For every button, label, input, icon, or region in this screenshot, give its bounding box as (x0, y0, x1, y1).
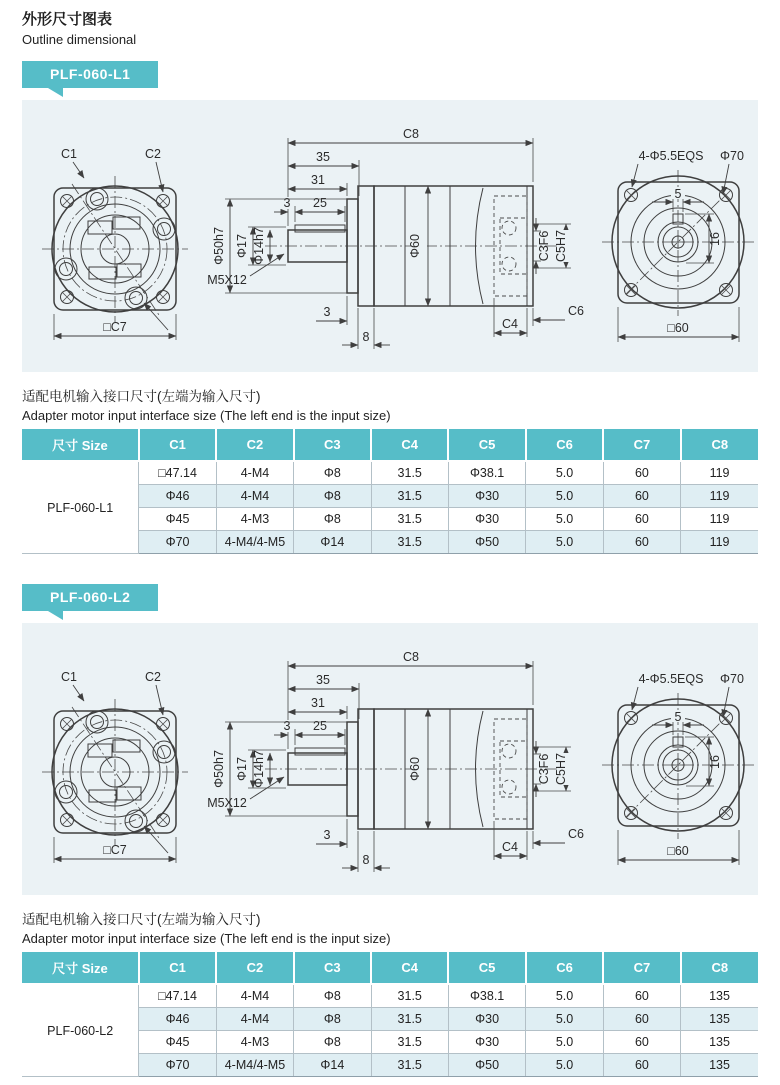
dim-c6: C6 (568, 304, 584, 318)
side-view (207, 650, 584, 872)
cell: 31.5 (371, 461, 448, 485)
cell: Φ8 (294, 1031, 371, 1054)
dim-3-bottom: 3 (323, 305, 331, 319)
cell: 135 (681, 1054, 758, 1077)
note-zh: 适配电机输入接口尺寸(左端为输入尺寸) (22, 389, 261, 404)
cell: 60 (603, 461, 680, 485)
dim-c1: C1 (61, 670, 77, 684)
cell: 60 (603, 508, 680, 531)
dim-8: 8 (362, 330, 370, 344)
col-header-c1: C1 (139, 952, 216, 984)
col-header-c3: C3 (294, 952, 371, 984)
col-header-size: 尺寸 Size (22, 952, 139, 984)
cell: 5.0 (526, 1008, 603, 1031)
side-view (207, 127, 584, 349)
cell: Φ46 (139, 1008, 216, 1031)
cell: 135 (681, 1031, 758, 1054)
col-header-c2: C2 (216, 429, 293, 461)
model-badge: PLF-060-L1 (22, 61, 158, 88)
dim-c1: C1 (61, 147, 77, 161)
dim-c8: C8 (403, 127, 419, 141)
cell: Φ30 (448, 508, 525, 531)
col-header-c7: C7 (603, 429, 680, 461)
page-subtitle: Outline dimensional (22, 32, 137, 47)
cell: 5.0 (526, 984, 603, 1008)
col-header-c4: C4 (371, 952, 448, 984)
dim-35: 35 (316, 673, 330, 687)
cell: 60 (603, 1031, 680, 1054)
cell: 4-M4 (216, 485, 293, 508)
col-header-c5: C5 (448, 429, 525, 461)
cell: 4-M4/4-M5 (216, 531, 293, 554)
cell: Φ8 (294, 508, 371, 531)
drawing-panel (22, 623, 758, 895)
dim-c3f6: C3F6 (537, 753, 551, 785)
dim-c5h7: C5H7 (554, 230, 568, 262)
dim-m5x12: M5X12 (207, 273, 247, 287)
dim-eqs: 4-Φ5.5EQS (638, 149, 704, 163)
cell: 5.0 (526, 461, 603, 485)
cell: Φ70 (139, 1054, 216, 1077)
dim-phi70: Φ70 (720, 149, 744, 163)
cell: 31.5 (371, 508, 448, 531)
col-header-c5: C5 (448, 952, 525, 984)
cell: 5.0 (526, 1054, 603, 1077)
dim-c7: □C7 (103, 320, 127, 334)
cell: 4-M3 (216, 508, 293, 531)
dim-sq60: □60 (667, 844, 689, 858)
cell: Φ45 (139, 1031, 216, 1054)
dim-phi50h7: Φ50h7 (212, 227, 226, 265)
cell: 5.0 (526, 531, 603, 554)
cell: Φ38.1 (448, 461, 525, 485)
cell: 119 (681, 508, 758, 531)
dim-25: 25 (313, 196, 327, 210)
front-view (42, 147, 188, 340)
cell: 5.0 (526, 1031, 603, 1054)
cell: 4-M4/4-M5 (216, 1054, 293, 1077)
col-header-c6: C6 (526, 429, 603, 461)
dim-16: 16 (708, 755, 722, 769)
cell: 119 (681, 531, 758, 554)
col-header-c6: C6 (526, 952, 603, 984)
cell: 135 (681, 1008, 758, 1031)
cell: 31.5 (371, 485, 448, 508)
dim-3-bottom: 3 (323, 828, 331, 842)
technical-drawing (22, 100, 758, 372)
dim-16: 16 (708, 232, 722, 246)
cell: 5.0 (526, 485, 603, 508)
cell: Φ45 (139, 508, 216, 531)
cell: 5.0 (526, 508, 603, 531)
col-header-c4: C4 (371, 429, 448, 461)
table-header-row (22, 952, 758, 984)
dim-phi17: Φ17 (235, 757, 249, 781)
dim-c3f6: C3F6 (537, 230, 551, 262)
cell: 31.5 (371, 1054, 448, 1077)
drawing-panel (22, 100, 758, 372)
dim-c2: C2 (145, 670, 161, 684)
cell: Φ8 (294, 984, 371, 1008)
dim-c8: C8 (403, 650, 419, 664)
cell: Φ14 (294, 1054, 371, 1077)
model-cell: PLF-060-L2 (22, 984, 139, 1077)
model-badge: PLF-060-L2 (22, 584, 158, 611)
dim-31: 31 (311, 173, 325, 187)
dim-phi70: Φ70 (720, 672, 744, 686)
note-zh: 适配电机输入接口尺寸(左端为输入尺寸) (22, 912, 261, 927)
note-en: Adapter motor input interface size (The left end is the input size) (22, 408, 391, 423)
page-title: 外形尺寸图表 (22, 11, 113, 28)
cell: Φ70 (139, 531, 216, 554)
col-header-c7: C7 (603, 952, 680, 984)
dim-5: 5 (674, 187, 682, 201)
cell: 60 (603, 531, 680, 554)
dim-c2: C2 (145, 147, 161, 161)
technical-drawing (22, 623, 758, 895)
cell: 119 (681, 485, 758, 508)
cell: 4-M3 (216, 1031, 293, 1054)
cell: 4-M4 (216, 984, 293, 1008)
cell: 31.5 (371, 1008, 448, 1031)
cell: Φ46 (139, 485, 216, 508)
col-header-c8: C8 (681, 952, 758, 984)
cell: □47.14 (139, 461, 216, 485)
dim-c4: C4 (502, 840, 518, 854)
cell: 119 (681, 461, 758, 485)
dim-31: 31 (311, 696, 325, 710)
dim-35: 35 (316, 150, 330, 164)
dim-8: 8 (362, 853, 370, 867)
cell: Φ30 (448, 1031, 525, 1054)
cell: 31.5 (371, 531, 448, 554)
dim-phi50h7: Φ50h7 (212, 750, 226, 788)
cell: Φ30 (448, 485, 525, 508)
cell: 60 (603, 1054, 680, 1077)
cell: 60 (603, 1008, 680, 1031)
dim-c4: C4 (502, 317, 518, 331)
cell: 4-M4 (216, 1008, 293, 1031)
dim-phi60: Φ60 (408, 234, 422, 258)
cell: 60 (603, 984, 680, 1008)
cell: Φ50 (448, 1054, 525, 1077)
cell: Φ8 (294, 485, 371, 508)
dim-sq60: □60 (667, 321, 689, 335)
dim-phi60: Φ60 (408, 757, 422, 781)
cell: □47.14 (139, 984, 216, 1008)
table-row (22, 461, 758, 485)
cell: Φ14 (294, 531, 371, 554)
dim-eqs: 4-Φ5.5EQS (638, 672, 704, 686)
col-header-c2: C2 (216, 952, 293, 984)
col-header-size: 尺寸 Size (22, 429, 139, 461)
cell: 60 (603, 485, 680, 508)
cell: Φ38.1 (448, 984, 525, 1008)
dim-5: 5 (674, 710, 682, 724)
front-view (42, 670, 188, 863)
dim-3-keyway: 3 (283, 719, 291, 733)
cell: Φ8 (294, 1008, 371, 1031)
cell: Φ30 (448, 1008, 525, 1031)
section-plf-060-l2 (22, 584, 758, 1077)
cell: 31.5 (371, 1031, 448, 1054)
cell: Φ8 (294, 461, 371, 485)
dimension-table (22, 952, 758, 1077)
note-en: Adapter motor input interface size (The left end is the input size) (22, 931, 391, 946)
model-cell: PLF-060-L1 (22, 461, 139, 554)
dim-c6: C6 (568, 827, 584, 841)
col-header-c8: C8 (681, 429, 758, 461)
dim-m5x12: M5X12 (207, 796, 247, 810)
dim-phi14h7: Φ14h7 (252, 750, 266, 788)
rear-view (602, 672, 755, 865)
dim-c7: □C7 (103, 843, 127, 857)
cell: 31.5 (371, 984, 448, 1008)
cell: Φ50 (448, 531, 525, 554)
dim-3-keyway: 3 (283, 196, 291, 210)
dim-phi17: Φ17 (235, 234, 249, 258)
section-plf-060-l1 (22, 61, 758, 554)
cell: 135 (681, 984, 758, 1008)
dim-25: 25 (313, 719, 327, 733)
table-row (22, 984, 758, 1008)
cell: 4-M4 (216, 461, 293, 485)
dim-phi14h7: Φ14h7 (252, 227, 266, 265)
rear-view (602, 149, 755, 342)
table-header-row (22, 429, 758, 461)
dim-c5h7: C5H7 (554, 753, 568, 785)
col-header-c1: C1 (139, 429, 216, 461)
col-header-c3: C3 (294, 429, 371, 461)
dimension-table (22, 429, 758, 554)
